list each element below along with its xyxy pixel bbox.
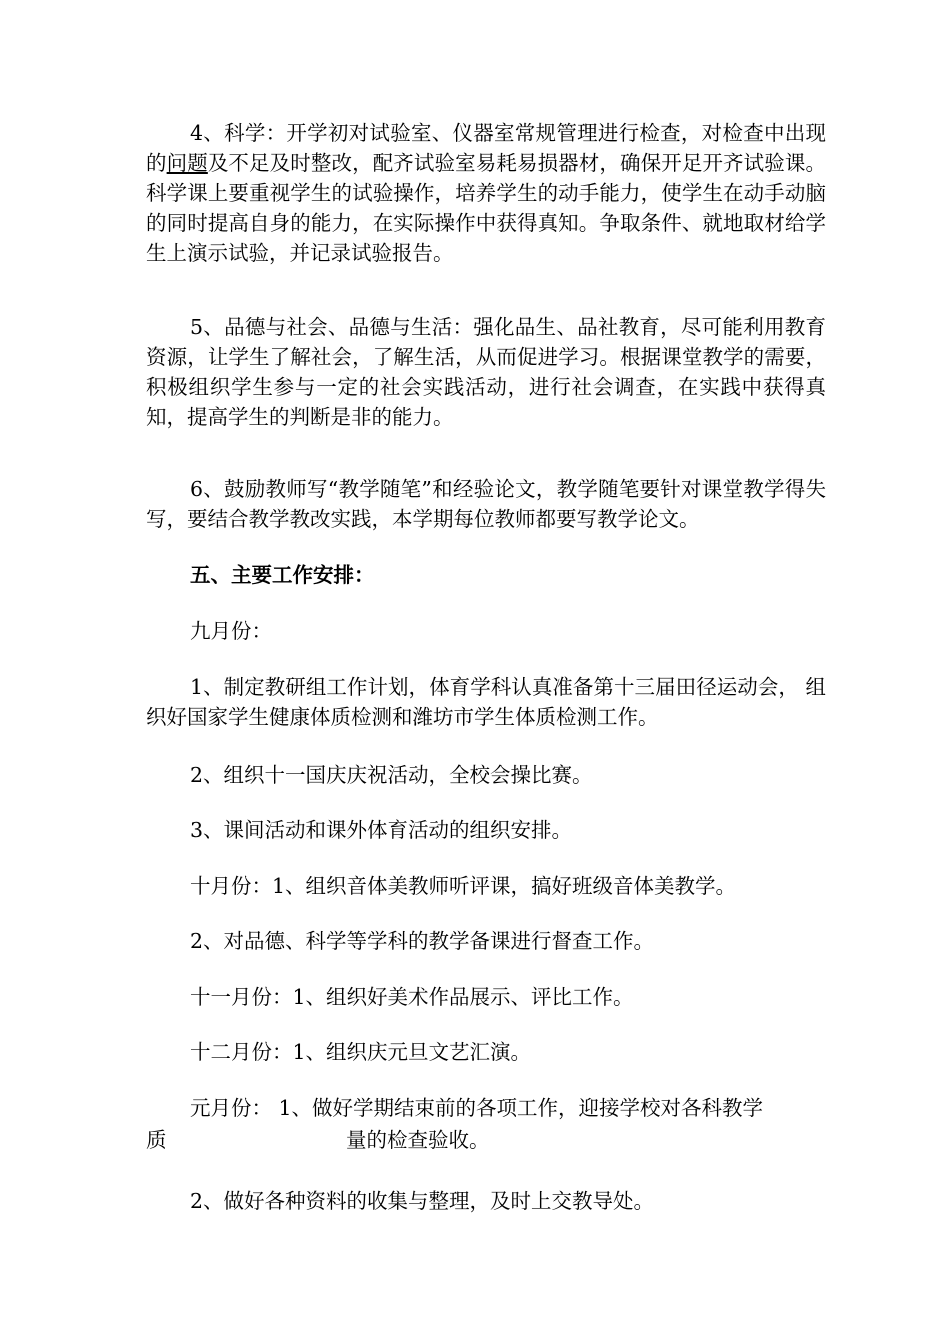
january-line-1: 元月份： 1、做好学期结束前的各项工作，迎接学校对各科教学 — [190, 1096, 764, 1120]
october-item-1: 十月份：1、组织音体美教师听评课，搞好班级音体美教学。 — [190, 874, 737, 898]
section-heading: 五、主要工作安排： — [190, 563, 375, 587]
september-title: 九月份： — [190, 619, 272, 643]
january-item-2: 2、做好各种资料的收集与整理，及时上交教导处。 — [190, 1189, 655, 1213]
november-item: 十一月份：1、组织好美术作品展示、评比工作。 — [190, 985, 634, 1009]
paragraph-teaching-essays: 6、鼓励教师写“教学随笔”和经验论文，教学随笔要针对课堂教学得失写，要结合教学教改实践，本学期每位教师都要写教学论文。 — [146, 477, 826, 531]
december-item: 十二月份：1、组织庆元旦文艺汇演。 — [190, 1040, 532, 1064]
september-item-2: 2、组织十一国庆庆祝活动，全校会操比赛。 — [190, 763, 593, 787]
paragraph-science — [146, 118, 826, 268]
science-underlined-word: 问题 — [166, 151, 208, 175]
january-line-2-end: 量的检查验收。 — [346, 1128, 490, 1152]
january-line-2-start: 质 — [146, 1128, 167, 1152]
paragraph-moral-education: 5、品德与社会、品德与生活：强化品生、品社教育，尽可能利用教育资源，让学生了解社会，了解生活，从而促进学习。根据课堂教学的需要，积极组织学生参与一定的社会实践活动，进行社会调查，在实践中获得真知，提高学生的判断是非的能力。 — [146, 315, 826, 429]
september-item-3: 3、课间活动和课外体育活动的组织安排。 — [190, 818, 573, 842]
october-item-2: 2、对品德、科学等学科的教学备课进行督查工作。 — [190, 929, 655, 953]
science-text-prefix: 4、科学：开学初对试验室、仪器室常规管理进行检查，对检查中出现的 — [146, 121, 826, 175]
september-item-1: 1、制定教研组工作计划，体育学科认真准备第十三届田径运动会， 组织好国家学生健康体质检测和潍坊市学生体质检测工作。 — [146, 675, 826, 729]
science-text-suffix: 及不足及时整改，配齐试验室易耗易损器材，确保开足开齐试验课。科学课上要重视学生的试验操作，培养学生的动手能力，使学生在动手动脑的同时提高自身的能力，在实际操作中获得真知。争取条件、就地取材给学生上演示试验，并记录试验报告。 — [146, 151, 826, 265]
